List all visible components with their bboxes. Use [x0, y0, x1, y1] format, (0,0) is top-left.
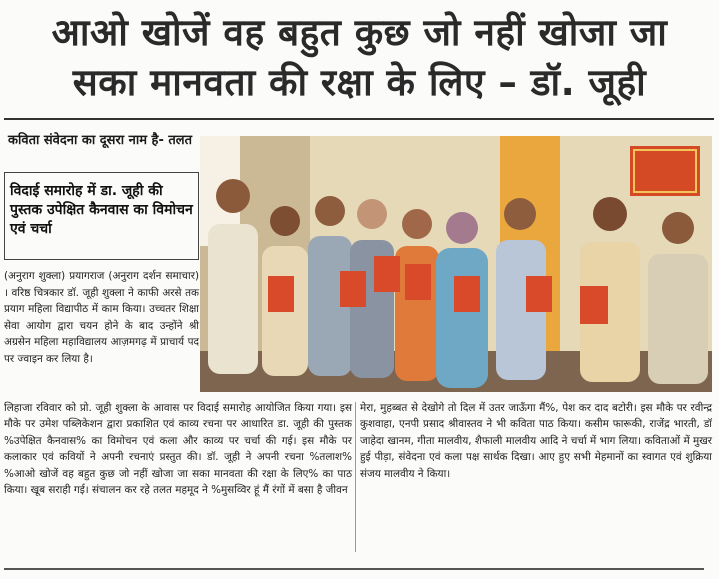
- wall-painting: [630, 146, 700, 196]
- headline: [0, 8, 719, 108]
- column-divider: [355, 402, 356, 552]
- headline-line-2: सका मानवता की रक्षा के लिए – डॉ. जूही: [72, 61, 647, 104]
- article-body-part-2: मेरा, मुहब्बत से देखोगे तो दिल में उतर जाऊँगा मैं%, पेश कर दाद बटोरी। इस मौके पर रवीन्द्र कुशवाहा, एनपी प्रसाद श्रीवास्तव ने भी कविता पाठ किया। कसीम फारूकी, राजेंद्र भारती, डॉ जाहेदा खानम, गीता मालवीय, शैफाली मालवीय आदि ने चर्चा में भाग लिया। कविताओं में मुखर हुई पीड़ा, संवेदना एवं कला पक्ष सार्थक दिखा। आए हुए सभी मेहमानों का स्वागत एवं शुक्रिया संजय मालवीय ने किया।: [360, 402, 712, 480]
- sub-headline: विदाई समारोह में डा. जूही की पुस्तक उपेक्षित कैनवास का विमोचन एवं चर्चा: [10, 183, 193, 237]
- article-body-part-1: लिहाजा रविवार को प्रो. जूही शुक्ला के आवास पर विदाई समारोह आयोजित किया गया। इस मौके पर उमेश पब्लिकेशन द्वारा प्रकाशित एवं काव्य रचना पर आधारित डा. जूही की पुस्तक %उपेक्षित कैनवास% का विमोचन एवं कला और काव्य पर चर्चा की गई। इस मौके पर कलाकार एवं कवियों ने अपनी रचनाएं प्रस्तुत की। डॉ. जूही ने अपनी रचना %तलाश% %आओ खोजें वह बहुत कुछ जो नहीं खोजा जा सका मानवता की रक्षा के लिए% का पाठ किया। खूब सराही गई। संचालन कर रहे तलत महमूद ने %मुसव्विर हूं मैं रंगों में बसा है जीवन: [4, 402, 352, 497]
- article-body-intro: (अनुराग शुक्ला) प्रयागराज (अनुराग दर्शन समाचार) । वरिष्ठ चित्रकार डॉ. जूही शुक्ला ने काफी अरसे तक प्रयाग महिला विद्यापीठ में काम किया। उच्चतर शिक्षा सेवा आयोग द्वारा चयन होने के बाद उन्होंने श्री अग्रसेन महिला महाविद्यालय आज़मगढ़ में प्राचार्य पद पर ज्वाइन कर लिया है।: [4, 270, 199, 365]
- bottom-divider: [4, 568, 704, 570]
- top-divider: [4, 118, 714, 120]
- group-photo: [200, 136, 712, 392]
- group-photo-illustration: [200, 136, 712, 392]
- headline-line-1: आओ खोजें वह बहुत कुछ जो नहीं खोजा जा: [51, 11, 668, 54]
- sidebar-quote: कविता संवेदना का दूसरा नाम है- तलत: [7, 133, 193, 148]
